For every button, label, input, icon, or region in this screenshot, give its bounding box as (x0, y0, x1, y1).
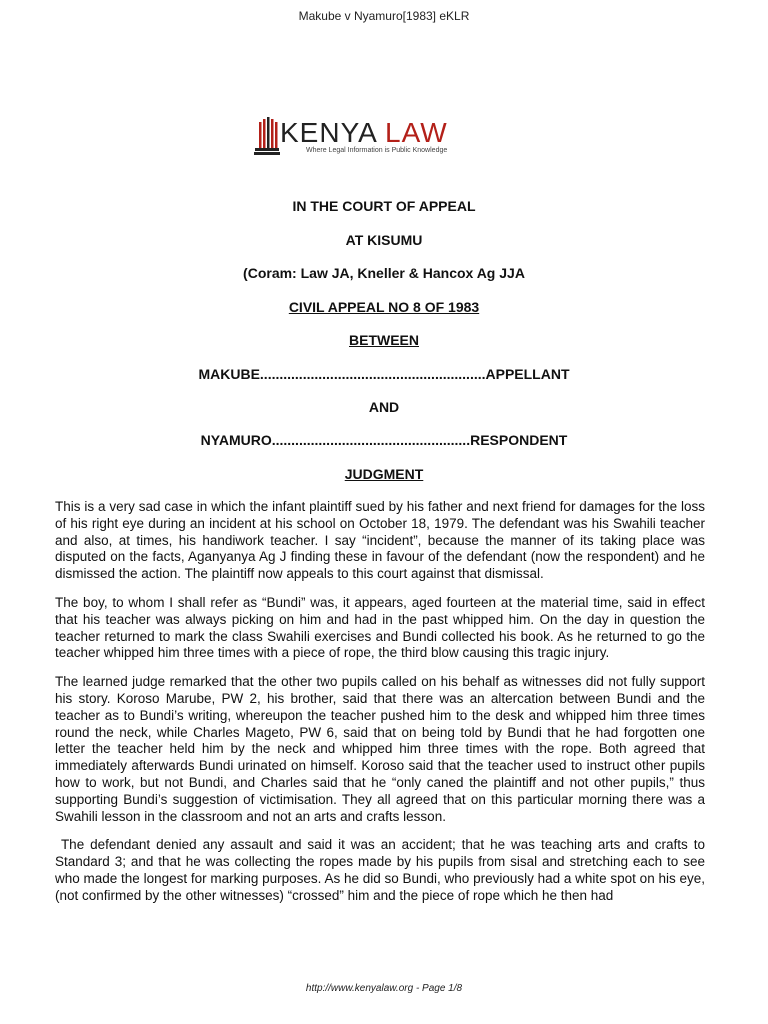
and-heading: AND (368, 399, 400, 415)
respondent-line: NYAMURO...................................................RESPONDENT (200, 432, 568, 448)
paragraph: The boy, to whom I shall refer as “Bundi” was, it appears, aged fourteen at the material time, said in effect that his teacher was always picking on him and had in the past whipped him. On the day in question the teacher returned to mark the class Swahili exercises and Bundi collected his book. As he returned to go the teacher whipped him three times with a piece of rope, the third blow causing this tragic injury. (55, 594, 709, 661)
case-number: CIVIL APPEAL NO 8 OF 1983 (288, 299, 480, 315)
paragraph: The learned judge remarked that the other two pupils called on his behalf as witnesses did not fully support his story. Koroso Marube, PW 2, his brother, said that there was an altercation between Bundi and the teacher as to Bundi’s writing, whereupon the teacher pushed him to the desk and whipped him three times round the neck, while Charles Mageto, PW 6, said that on being told by Bundi that he had forgotten one letter the teacher held him by the neck and whipped him three times with the rope. Both agreed that immediately afterwards Bundi urinated on himself. Koroso said that the teacher used to instruct other pupils how to work, but not Bundi, and Charles said that he “only caned the plaintiff and not other pupils,” thus supporting Bundi’s suggestion of victimisation. They all agreed that on this particular morning there was a Swahili lesson in the classroom and not an arts and crafts lesson. (55, 674, 709, 824)
paragraph: The defendant denied any assault and said it was an accident; that he was teaching arts and crafts to Standard 3; and that he was collecting the ropes made by his pupils from sisal and stretching each to see who made the longest for marking purposes. As he did so Bundi, who previously had a white spot on his eye, (not confirmed by the other witnesses) “crossed” him and the piece of rope which he then had (55, 837, 709, 903)
logo-word-law: LAW (385, 117, 448, 148)
logo-word-kenya: KENYA (280, 117, 378, 148)
page-footer: http://www.kenyalaw.org - Page 1/8 (305, 983, 463, 994)
coram-line: (Coram: Law JA, Kneller & Hancox Ag JJA (243, 265, 525, 281)
appellant-line: MAKUBE..........................................................APPELLANT (198, 366, 570, 382)
logo-tagline: Where Legal Information is Public Knowledge (306, 147, 448, 154)
kenya-law-logo (254, 116, 474, 160)
pillars-logo-icon (254, 116, 280, 156)
court-heading: IN THE COURT OF APPEAL (292, 198, 476, 214)
court-location: AT KISUMU (345, 232, 423, 248)
judgment-heading: JUDGMENT (344, 466, 424, 482)
running-header: Makube v Nyamuro[1983] eKLR (298, 9, 470, 23)
paragraph: This is a very sad case in which the infant plaintiff sued by his father and next friend for damages for the loss of his right eye during an incident at his school on October 18, 1979. The defendant was his Swahili teacher and also, at times, his handiwork teacher. I say “incident”, because the manner of its taking place was disputed on the facts, Aganyanya Ag J finding these in favour of the defendant (now the respondent) and he dismissed the action. The plaintiff now appeals to this court against that dismissal. (55, 499, 709, 582)
between-heading: BETWEEN (349, 332, 419, 348)
judgment-body (55, 499, 709, 917)
